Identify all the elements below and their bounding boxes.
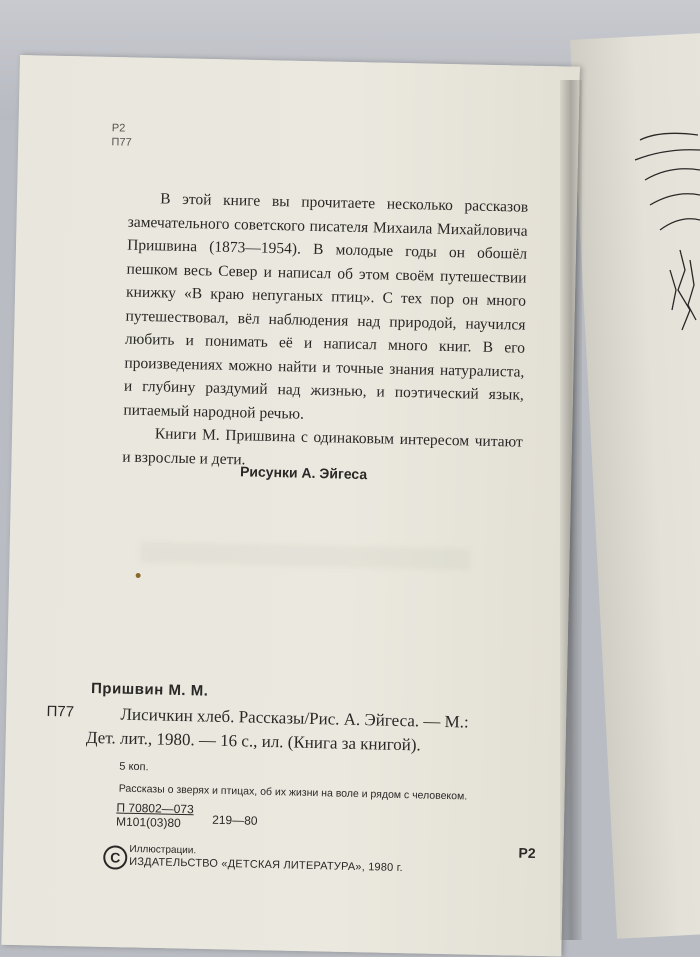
paper-stain [136, 573, 141, 578]
copyright-illustrations: Иллюстрации. [129, 843, 197, 857]
code-top: П 70802—073 [116, 800, 194, 817]
bbk-code: Р2 [518, 844, 536, 862]
code-number: 219—80 [211, 812, 258, 828]
catalog-publication-line: Дет. лит., 1980. — 16 с., ил. (Книга за книгой). [85, 727, 421, 755]
catalog-author-mark: П77 [46, 702, 75, 721]
catalog-annotation: Рассказы о зверях и птицах, об их жизни на воле и рядом с человеком. [118, 782, 468, 803]
bbk-code-top: Р2 [111, 122, 126, 135]
copyright-icon: C [103, 845, 128, 870]
catalog-author: Пришвин М. М. [90, 679, 209, 700]
abstract [122, 187, 528, 478]
price: 5 коп. [119, 760, 149, 774]
author-mark-top: П77 [111, 136, 132, 149]
bleed-through [140, 541, 470, 570]
abstract-paragraph-2: Книги М. Пришвина с одинаковым интересом читают и взрослые и дети. [122, 425, 523, 468]
catalog-codes [116, 801, 194, 831]
catalog-description [86, 702, 542, 760]
catalog-title-line: Лисичкин хлеб. Рассказы/Рис. А. Эйгеса. — М.: [120, 704, 469, 732]
copyright-publisher: ИЗДАТЕЛЬСТВО «ДЕТСКАЯ ЛИТЕРАТУРА», 1980 г. [129, 855, 403, 875]
illustrations-credit: Рисунки А. Эйгеса [239, 463, 368, 483]
abstract-paragraph-1: В этой книге вы прочитаете несколько рассказов замечательного советского писателя Михаила Михайловича Пришвина (1873—1954). В молодые годы он обошёл пешком весь Север и написал об этом своём путешествии книжку «В краю непуганых птиц». С тех пор он много путешествовал, вёл наблюдения над природой, научился любить и понимать её и написал много книг. В его произведениях можно найти и точные знания натуралиста, и глубину раздумий над жизнью, и поэтический язык, питаемый народной речью. [123, 190, 529, 423]
code-bottom: М101(03)80 [115, 814, 181, 831]
